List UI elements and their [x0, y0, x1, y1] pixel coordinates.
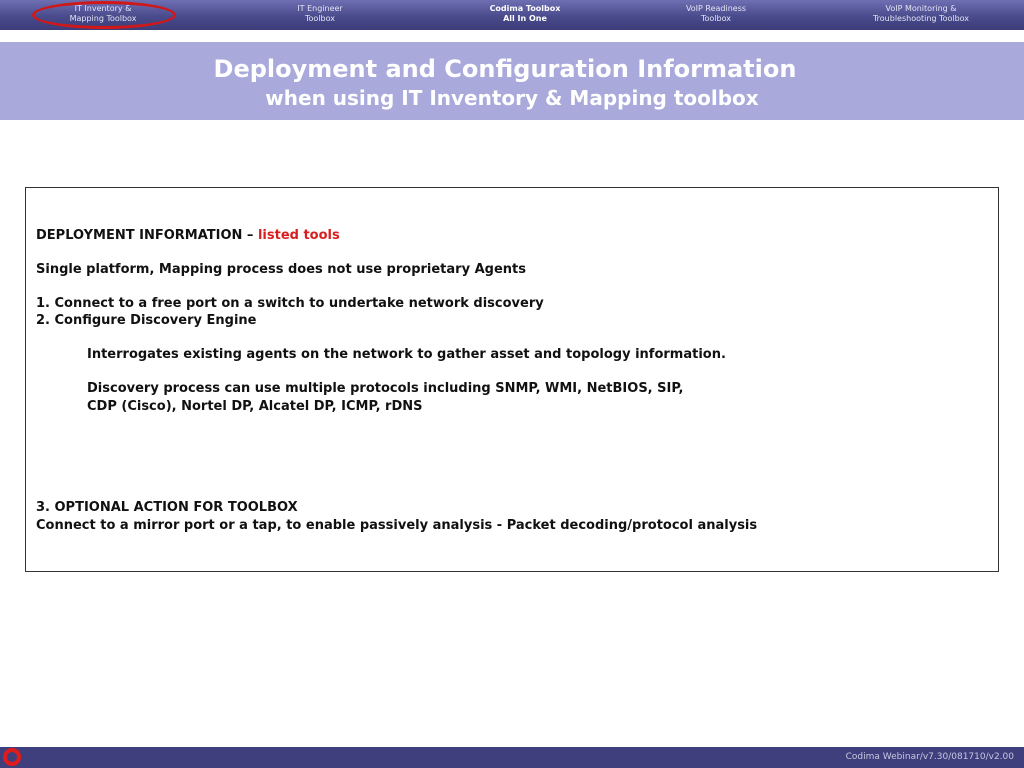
page-title: Deployment and Configuration Information: [213, 55, 797, 83]
detail-protocols-line1: Discovery process can use multiple protocols including SNMP, WMI, NetBIOS, SIP,: [87, 381, 684, 396]
top-navigation-bar: [0, 0, 1024, 30]
nav-item-voip-monitoring[interactable]: [854, 4, 988, 28]
deployment-heading-text: DEPLOYMENT INFORMATION –: [36, 228, 258, 243]
nav-item-it-engineer[interactable]: [261, 4, 379, 28]
codima-logo-icon: [3, 748, 21, 766]
nav-item-codima-all-in-one[interactable]: [465, 4, 585, 28]
page-subtitle: when using IT Inventory & Mapping toolbox: [265, 86, 759, 110]
detail-agents: Interrogates existing agents on the network to gather asset and topology information.: [87, 347, 726, 362]
platform-line: Single platform, Mapping process does not use proprietary Agents: [36, 262, 526, 277]
footer-bar: [0, 747, 1024, 768]
nav-item-label-line2: Toolbox: [701, 14, 731, 23]
title-banner: [0, 42, 1024, 120]
nav-item-label-line2: Toolbox: [305, 14, 335, 23]
detail-protocols-line2: CDP (Cisco), Nortel DP, Alcatel DP, ICMP, rDNS: [87, 399, 423, 414]
listed-tools-highlight: listed tools: [257, 228, 340, 243]
deployment-info-panel: [25, 187, 999, 572]
nav-item-voip-readiness[interactable]: [656, 4, 776, 28]
nav-item-label-line1: IT Inventory &: [74, 4, 132, 13]
nav-item-label-line2: Mapping Toolbox: [69, 14, 137, 23]
version-label: Codima Webinar/v7.30/081710/v2.00: [845, 752, 1014, 762]
nav-item-label-line2: All In One: [503, 14, 547, 23]
step-3-title: 3. OPTIONAL ACTION FOR TOOLBOX: [36, 500, 298, 515]
step-2: 2. Configure Discovery Engine: [36, 313, 257, 328]
step-3-text: Connect to a mirror port or a tap, to enable passively analysis - Packet decoding/protocol analysis: [36, 518, 758, 533]
active-nav-highlight-ring: [32, 1, 176, 29]
nav-item-label-line1: VoIP Readiness: [685, 4, 747, 13]
step-1: 1. Connect to a free port on a switch to undertake network discovery: [36, 296, 544, 311]
nav-item-label-line1: VoIP Monitoring &: [885, 4, 957, 13]
nav-item-label-line2: Troubleshooting Toolbox: [872, 14, 970, 23]
nav-item-label-line1: IT Engineer: [297, 4, 343, 13]
nav-item-label-line1: Codima Toolbox: [489, 4, 561, 13]
deployment-heading: [36, 228, 340, 244]
